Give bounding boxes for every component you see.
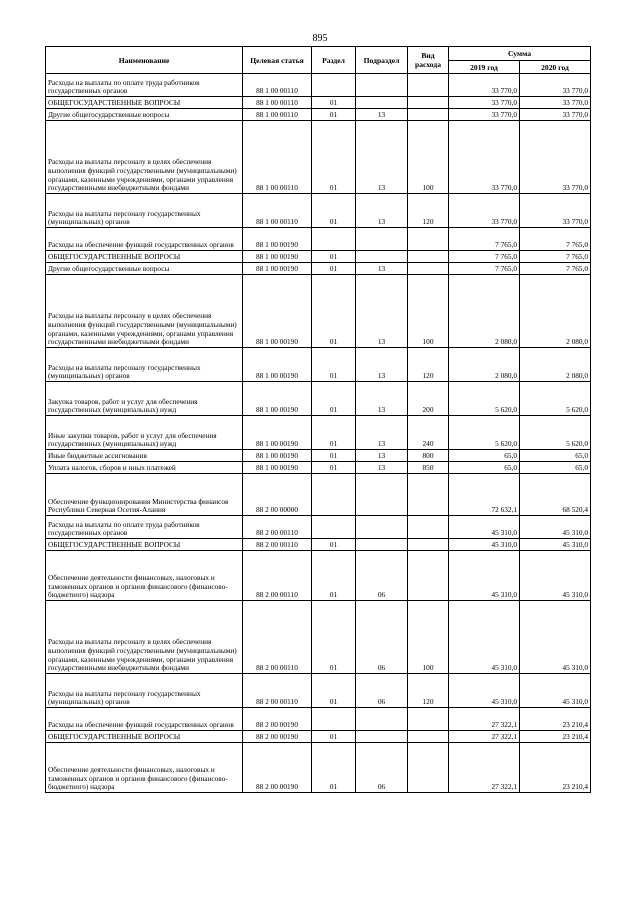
row-subsection: [356, 474, 408, 516]
row-section: 01: [312, 251, 356, 263]
row-section: 01: [312, 462, 356, 474]
row-name: Закупка товаров, работ и услуг для обеспечения государственных (муниципальных) нужд: [46, 382, 243, 416]
row-name: Иные закупки товаров, работ и услуг для обеспечения государственных (муниципальных) нужд: [46, 416, 243, 450]
row-code: 88 1 00 00110: [243, 194, 312, 228]
row-name: Расходы на выплаты по оплате труда работников государственных органов: [46, 74, 243, 97]
row-section: 01: [312, 743, 356, 793]
row-sum-2019: 45 310,0: [449, 601, 520, 674]
table-row: [46, 348, 591, 382]
row-sum-2019: 33 770,0: [449, 97, 520, 109]
table-row: [46, 708, 591, 731]
row-section: [312, 474, 356, 516]
row-type: [408, 708, 449, 731]
row-sum-2020: 68 520,4: [520, 474, 591, 516]
row-section: 01: [312, 348, 356, 382]
row-sum-2020: 45 310,0: [520, 539, 591, 551]
row-section: 01: [312, 263, 356, 275]
row-type: [408, 74, 449, 97]
row-type: [408, 228, 449, 251]
row-section: 01: [312, 194, 356, 228]
row-sum-2020: 23 210,4: [520, 731, 591, 743]
row-type: 800: [408, 450, 449, 462]
table-row: [46, 251, 591, 263]
row-sum-2020: 23 210,4: [520, 743, 591, 793]
row-sum-2019: 45 310,0: [449, 551, 520, 601]
row-sum-2019: 45 310,0: [449, 674, 520, 708]
row-subsection: [356, 539, 408, 551]
row-subsection: 13: [356, 121, 408, 194]
row-subsection: [356, 74, 408, 97]
row-sum-2020: 33 770,0: [520, 121, 591, 194]
row-sum-2020: 5 620,0: [520, 416, 591, 450]
row-subsection: [356, 731, 408, 743]
row-name: ОБЩЕГОСУДАРСТВЕННЫЕ ВОПРОСЫ: [46, 731, 243, 743]
table-row: [46, 601, 591, 674]
row-name: Другие общегосударственные вопросы: [46, 109, 243, 121]
row-type: 100: [408, 275, 449, 348]
row-name: Обеспечение деятельности финансовых, налоговых и таможенных органов и органов финансового (финансово-бюджетного) надзора: [46, 551, 243, 601]
row-name: ОБЩЕГОСУДАРСТВЕННЫЕ ВОПРОСЫ: [46, 539, 243, 551]
table-row: [46, 109, 591, 121]
table-row: [46, 275, 591, 348]
row-sum-2020: 2 080,0: [520, 275, 591, 348]
row-sum-2020: 33 770,0: [520, 109, 591, 121]
row-sum-2019: 65,0: [449, 462, 520, 474]
row-section: 01: [312, 450, 356, 462]
row-code: 88 2 00 00000: [243, 474, 312, 516]
budget-table: [45, 46, 591, 793]
header-year-2020: 2020 год: [520, 61, 591, 74]
row-sum-2019: 27 322,1: [449, 731, 520, 743]
row-name: Расходы на выплаты персоналу в целях обеспечения выполнения функций государственными (муниципальными) органами, казенными учреждениями, органами управления государственными внебюджетными фондами: [46, 275, 243, 348]
row-sum-2020: 33 770,0: [520, 194, 591, 228]
row-type: [408, 516, 449, 539]
row-sum-2020: 33 770,0: [520, 97, 591, 109]
header-name: Наименование: [46, 47, 243, 74]
row-type: 120: [408, 348, 449, 382]
row-sum-2019: 45 310,0: [449, 539, 520, 551]
row-section: 01: [312, 731, 356, 743]
row-section: [312, 228, 356, 251]
row-code: 88 1 00 00190: [243, 228, 312, 251]
row-type: [408, 474, 449, 516]
row-name: ОБЩЕГОСУДАРСТВЕННЫЕ ВОПРОСЫ: [46, 251, 243, 263]
table-row: [46, 416, 591, 450]
row-subsection: 06: [356, 601, 408, 674]
table-row: [46, 121, 591, 194]
header-code: Целевая статья: [243, 47, 312, 74]
row-sum-2019: 33 770,0: [449, 121, 520, 194]
row-sum-2020: 45 310,0: [520, 516, 591, 539]
table-row: [46, 263, 591, 275]
row-section: [312, 74, 356, 97]
row-section: 01: [312, 97, 356, 109]
row-subsection: 06: [356, 551, 408, 601]
row-sum-2019: 33 770,0: [449, 194, 520, 228]
row-code: 88 1 00 00190: [243, 450, 312, 462]
table-row: [46, 74, 591, 97]
row-sum-2020: 33 770,0: [520, 74, 591, 97]
row-name: Расходы на обеспечение функций государственных органов: [46, 708, 243, 731]
row-sum-2020: 45 310,0: [520, 674, 591, 708]
row-sum-2020: 65,0: [520, 450, 591, 462]
row-name: Обеспечение функционирования Министерства финансов Республики Северная Осетия-Алания: [46, 474, 243, 516]
row-type: 120: [408, 194, 449, 228]
row-sum-2019: 5 620,0: [449, 382, 520, 416]
row-sum-2019: 7 765,0: [449, 251, 520, 263]
row-code: 88 2 00 00110: [243, 539, 312, 551]
row-subsection: 13: [356, 382, 408, 416]
row-sum-2019: 45 310,0: [449, 516, 520, 539]
row-name: ОБЩЕГОСУДАРСТВЕННЫЕ ВОПРОСЫ: [46, 97, 243, 109]
row-subsection: 06: [356, 743, 408, 793]
table-row: [46, 450, 591, 462]
row-section: 01: [312, 382, 356, 416]
table-body: [46, 74, 591, 793]
row-subsection: 13: [356, 275, 408, 348]
row-sum-2020: 23 210,4: [520, 708, 591, 731]
row-name: Иные бюджетные ассигнования: [46, 450, 243, 462]
table-row: [46, 474, 591, 516]
row-code: 88 2 00 00110: [243, 674, 312, 708]
header-subsection: Подраздел: [356, 47, 408, 74]
header-section: Раздел: [312, 47, 356, 74]
row-code: 88 1 00 00110: [243, 74, 312, 97]
row-section: 01: [312, 601, 356, 674]
table-row: [46, 731, 591, 743]
table-row: [46, 516, 591, 539]
row-subsection: [356, 708, 408, 731]
row-code: 88 1 00 00110: [243, 97, 312, 109]
row-subsection: 13: [356, 194, 408, 228]
row-type: 100: [408, 601, 449, 674]
table-row: [46, 194, 591, 228]
row-type: 120: [408, 674, 449, 708]
row-sum-2019: 33 770,0: [449, 74, 520, 97]
row-sum-2019: 65,0: [449, 450, 520, 462]
row-name: Расходы на выплаты персоналу государственных (муниципальных) органов: [46, 674, 243, 708]
row-name: Обеспечение деятельности финансовых, налоговых и таможенных органов и органов финансового (финансово-бюджетного) надзора: [46, 743, 243, 793]
table-row: [46, 551, 591, 601]
row-section: 01: [312, 551, 356, 601]
row-type: [408, 97, 449, 109]
row-sum-2019: 5 620,0: [449, 416, 520, 450]
row-type: [408, 251, 449, 263]
row-sum-2019: 33 770,0: [449, 109, 520, 121]
row-name: Расходы на выплаты персоналу государственных (муниципальных) органов: [46, 348, 243, 382]
row-subsection: 13: [356, 450, 408, 462]
header-type: Вид расхода: [408, 47, 449, 74]
row-name: Расходы на обеспечение функций государственных органов: [46, 228, 243, 251]
row-subsection: 13: [356, 462, 408, 474]
row-type: 200: [408, 382, 449, 416]
row-type: [408, 743, 449, 793]
row-subsection: [356, 251, 408, 263]
row-subsection: 13: [356, 348, 408, 382]
table-row: [46, 228, 591, 251]
row-name: Уплата налогов, сборов и иных платежей: [46, 462, 243, 474]
row-section: [312, 516, 356, 539]
row-code: 88 1 00 00190: [243, 382, 312, 416]
row-sum-2019: 2 080,0: [449, 275, 520, 348]
row-code: 88 2 00 00190: [243, 743, 312, 793]
row-type: 100: [408, 121, 449, 194]
row-sum-2020: 2 080,0: [520, 348, 591, 382]
row-code: 88 2 00 00110: [243, 551, 312, 601]
page-number: 895: [312, 33, 328, 44]
row-sum-2020: 7 765,0: [520, 263, 591, 275]
row-type: [408, 263, 449, 275]
row-code: 88 1 00 00190: [243, 251, 312, 263]
row-name: Другие общегосударственные вопросы: [46, 263, 243, 275]
row-code: 88 1 00 00190: [243, 462, 312, 474]
row-subsection: 06: [356, 674, 408, 708]
row-code: 88 1 00 00110: [243, 109, 312, 121]
row-sum-2020: 7 765,0: [520, 228, 591, 251]
row-type: [408, 731, 449, 743]
row-sum-2020: 45 310,0: [520, 601, 591, 674]
row-subsection: [356, 516, 408, 539]
row-type: 240: [408, 416, 449, 450]
row-sum-2019: 7 765,0: [449, 228, 520, 251]
row-section: [312, 708, 356, 731]
row-code: 88 1 00 00110: [243, 121, 312, 194]
row-type: 850: [408, 462, 449, 474]
row-name: Расходы на выплаты персоналу в целях обеспечения выполнения функций государственными (муниципальными) органами, казенными учреждениями, органами управления государственными внебюджетными фондами: [46, 121, 243, 194]
row-sum-2019: 2 080,0: [449, 348, 520, 382]
row-section: 01: [312, 109, 356, 121]
row-sum-2020: 45 310,0: [520, 551, 591, 601]
row-code: 88 1 00 00190: [243, 416, 312, 450]
row-type: [408, 551, 449, 601]
row-code: 88 2 00 00190: [243, 731, 312, 743]
row-code: 88 1 00 00190: [243, 263, 312, 275]
table-header: [46, 47, 591, 74]
row-sum-2019: 72 632,1: [449, 474, 520, 516]
row-code: 88 2 00 00110: [243, 601, 312, 674]
row-code: 88 2 00 00190: [243, 708, 312, 731]
row-section: 01: [312, 674, 356, 708]
row-sum-2020: 5 620,0: [520, 382, 591, 416]
row-section: 01: [312, 121, 356, 194]
header-sum: Сумма: [449, 47, 591, 61]
row-sum-2019: 27 322,1: [449, 743, 520, 793]
table-row: [46, 462, 591, 474]
row-subsection: [356, 228, 408, 251]
row-name: Расходы на выплаты персоналу в целях обеспечения выполнения функций государственными (муниципальными) органами, казенными учреждениями, органами управления государственными внебюджетными фондами: [46, 601, 243, 674]
row-sum-2020: 7 765,0: [520, 251, 591, 263]
table-row: [46, 674, 591, 708]
table-row: [46, 97, 591, 109]
row-section: 01: [312, 416, 356, 450]
row-name: Расходы на выплаты персоналу государственных (муниципальных) органов: [46, 194, 243, 228]
row-code: 88 1 00 00190: [243, 348, 312, 382]
table-row: [46, 382, 591, 416]
row-code: 88 1 00 00190: [243, 275, 312, 348]
table-row: [46, 743, 591, 793]
row-type: [408, 539, 449, 551]
row-name: Расходы на выплаты по оплате труда работников государственных органов: [46, 516, 243, 539]
row-sum-2020: 65,0: [520, 462, 591, 474]
header-year-2019: 2019 год: [449, 61, 520, 74]
row-sum-2019: 7 765,0: [449, 263, 520, 275]
row-type: [408, 109, 449, 121]
row-code: 88 2 00 00110: [243, 516, 312, 539]
row-subsection: [356, 97, 408, 109]
row-subsection: 13: [356, 263, 408, 275]
row-section: 01: [312, 539, 356, 551]
row-sum-2019: 27 322,1: [449, 708, 520, 731]
row-subsection: 13: [356, 416, 408, 450]
row-section: 01: [312, 275, 356, 348]
row-subsection: 13: [356, 109, 408, 121]
table-row: [46, 539, 591, 551]
